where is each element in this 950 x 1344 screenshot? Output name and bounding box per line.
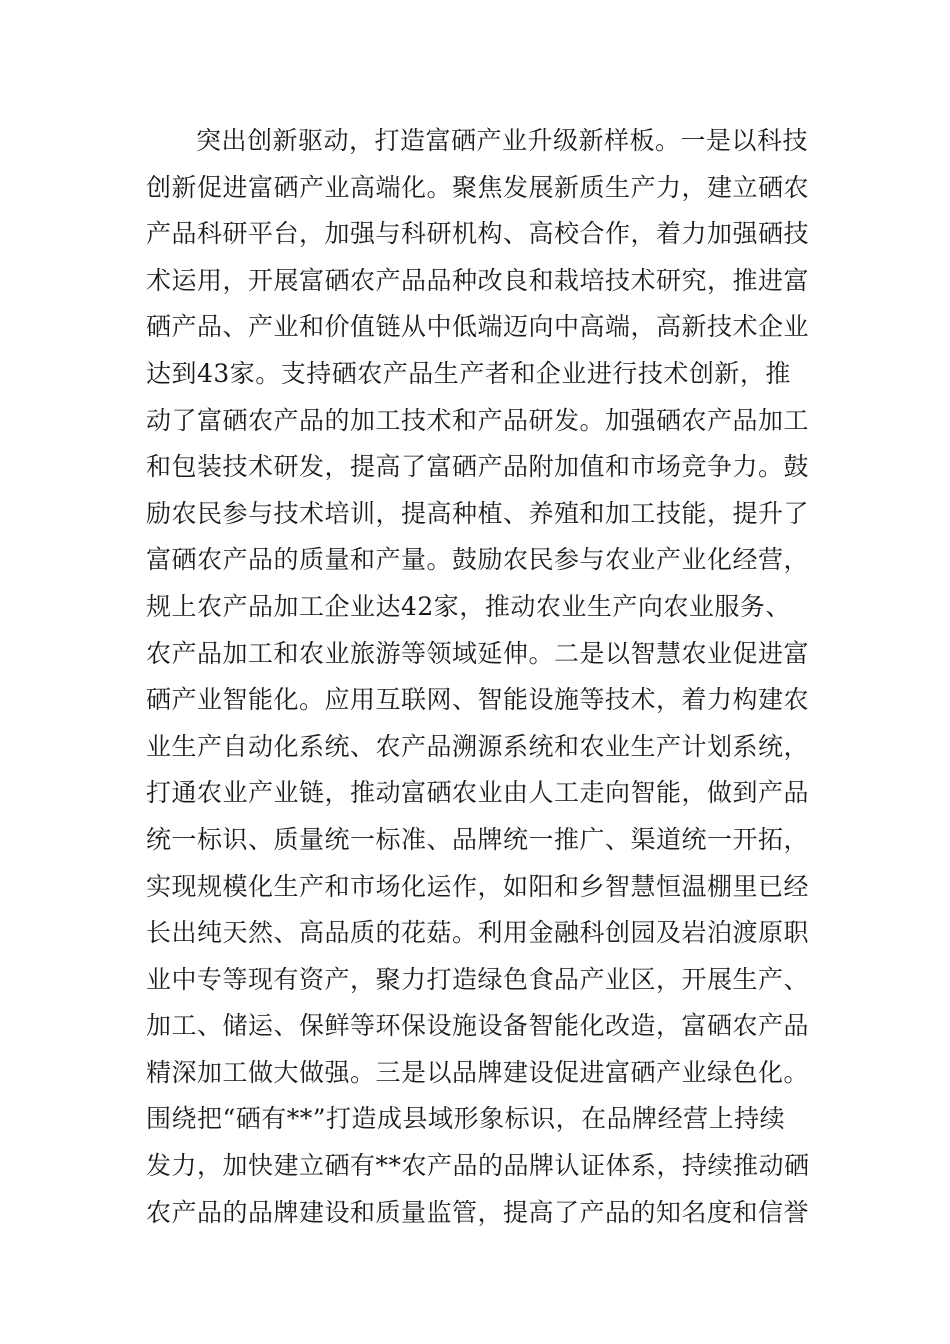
- paragraph-line: 实现规模化生产和市场化运作，如阳和乡智慧恒温棚里已经: [146, 871, 810, 901]
- paragraph-line: 精深加工做大做强。三是以品牌建设促进富硒产业绿色化。: [146, 1057, 810, 1087]
- paragraph-line: 硒产品、产业和价值链从中低端迈向中高端，高新技术企业: [146, 312, 810, 342]
- paragraph-line: 统一标识、质量统一标准、品牌统一推广、渠道统一开拓，: [146, 824, 810, 854]
- paragraph-line: 业生产自动化系统、农产品溯源系统和农业生产计划系统，: [146, 731, 810, 761]
- paragraph-line: 农产品的品牌建设和质量监管，提高了产品的知名度和信誉: [146, 1197, 810, 1227]
- paragraph-line: 发力，加快建立硒有**农产品的品牌认证体系，持续推动硒: [146, 1151, 810, 1181]
- paragraph-line: 动了富硒农产品的加工技术和产品研发。加强硒农产品加工: [146, 405, 810, 435]
- paragraph-line: 术运用，开展富硒农产品品种改良和栽培技术研究，推进富: [146, 265, 810, 295]
- paragraph-line: 励农民参与技术培训，提高种植、养殖和加工技能，提升了: [146, 498, 810, 528]
- paragraph-line: 围绕把“硒有**”打造成县域形象标识，在品牌经营上持续: [146, 1104, 786, 1134]
- paragraph-line: 业中专等现有资产，聚力打造绿色食品产业区，开展生产、: [146, 964, 810, 994]
- paragraph-line: 长出纯天然、高品质的花菇。利用金融科创园及岩泊渡原职: [146, 918, 810, 948]
- paragraph-line: 创新促进富硒产业高端化。聚焦发展新质生产力，建立硒农: [146, 172, 810, 202]
- paragraph-line: 产品科研平台，加强与科研机构、高校合作，着力加强硒技: [146, 219, 810, 249]
- paragraph-line: 富硒农产品的质量和产量。鼓励农民参与农业产业化经营，: [146, 545, 810, 575]
- paragraph-line: 打通农业产业链，推动富硒农业由人工走向智能，做到产品: [146, 778, 810, 808]
- paragraph-line: 规上农产品加工企业达42家，推动农业生产向农业服务、: [146, 591, 791, 621]
- paragraph-line: 农产品加工和农业旅游等领域延伸。二是以智慧农业促进富: [146, 638, 810, 668]
- body-paragraph: [146, 118, 816, 1236]
- paragraph-line: 达到43家。支持硒农产品生产者和企业进行技术创新，推: [146, 358, 791, 388]
- paragraph-line: 加工、储运、保鲜等环保设施设备智能化改造，富硒农产品: [146, 1011, 810, 1041]
- paragraph-line: 和包装技术研发，提高了富硒产品附加值和市场竞争力。鼓: [146, 452, 810, 482]
- paragraph-line: 突出创新驱动，打造富硒产业升级新样板。一是以科技: [196, 126, 809, 155]
- paragraph-line: 硒产业智能化。应用互联网、智能设施等技术，着力构建农: [146, 685, 810, 715]
